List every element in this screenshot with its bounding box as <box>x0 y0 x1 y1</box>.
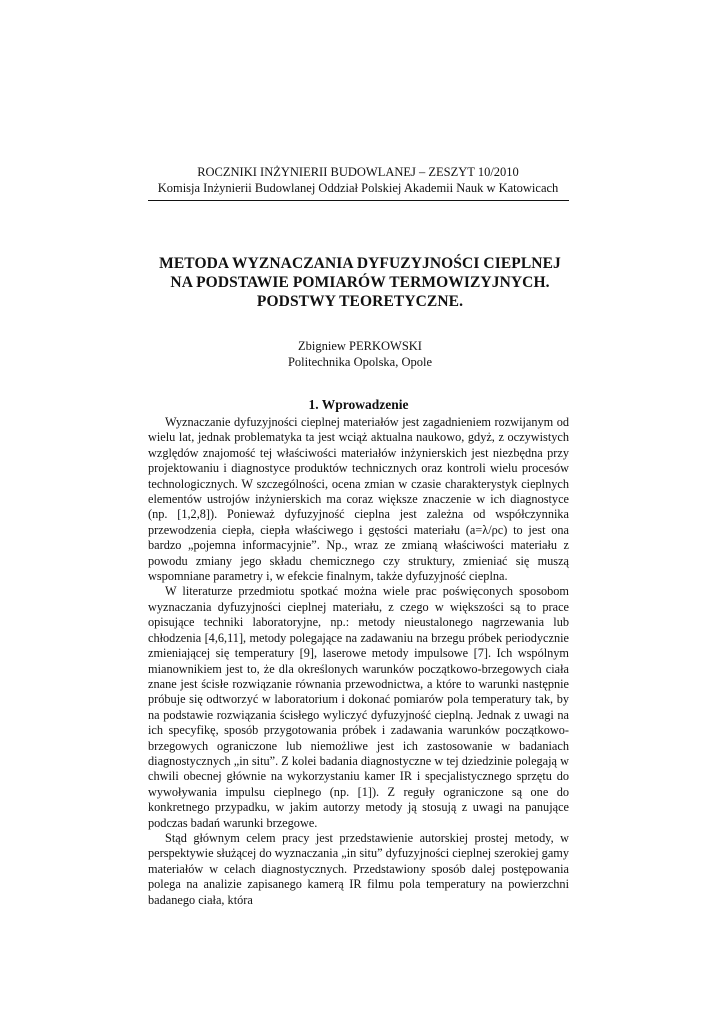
header-divider <box>148 200 569 201</box>
title-line-2: NA PODSTAWIE POMIARÓW TERMOWIZYJNYCH. <box>170 274 550 291</box>
author-block <box>210 338 510 370</box>
paragraph: Stąd głównym celem pracy jest przedstawienie autorskiej prostej metody, w perspektywie służącej do wyznaczania „in situ” dyfuzyjności cieplnej szerokiej gamy materiałów w celach diagnostycznych. Przedstawiony sposób dalej postępowania polega na analizie zapisanego kamerą IR filmu pola temperatury na powierzchni badanego ciała, która <box>148 830 570 907</box>
author-affiliation: Politechnika Opolska, Opole <box>287 355 433 369</box>
paragraph: W literaturze przedmiotu spotkać można wiele prac poświęconych sposobom wyznaczania dyfuzyjności cieplnej materiału, z czego w większości są to prace opisujące techniki laboratoryjne, np.: metody nieustalonego nagrzewania lub chłodzenia [4,6,11], metody polegające na zadawaniu na brzegu próbek periodycznie zmieniającej się temperatury [9], laserowe metody impulsowe [7]. Ich wspólnym mianownikiem jest to, że dla określonych warunków początkowo-brzegowych ciała znane jest ścisłe rozwiązanie równania przewodnictwa, a które to warunki następnie próbuje się odtworzyć w laboratorium i dokonać pomiarów pola temperatury tak, by na podstawie rozwiązania ścisłego wyliczyć dyfuzyjność cieplną. Jednak z uwagi na ich specyfikę, sposób przygotowania próbek i zadawania warunków początkowo-brzegowych ograniczone lub niemożliwe jest ich zastosowanie w badaniach diagnostycznych „in situ”. Z kolei badania diagnostyczne w tej dziedzinie polegają w chwili obecnej głównie na wykorzystaniu kamer IR i specjalistycznego sprzętu do wywoływania impulsu cieplnego (np. [1]). Z reguły ograniczone są one do konkretnego przypadku, w jakim autorzy metody ją stosują z uwagi na panujące podczas badań warunki brzegowe. <box>148 584 569 830</box>
journal-header <box>148 164 568 196</box>
journal-name: ROCZNIKI INŻYNIERII BUDOWLANEJ – ZESZYT 10/2010 <box>197 165 519 179</box>
body-text <box>148 415 569 908</box>
title-line-1: METODA WYZNACZANIA DYFUZYJNOŚCI CIEPLNEJ <box>159 255 561 272</box>
author-name: Zbigniew PERKOWSKI <box>298 339 422 353</box>
paper-title <box>110 254 610 311</box>
paragraph: Wyznaczanie dyfuzyjności cieplnej materiałów jest zagadnieniem rozwijanym od wielu lat, jednak problematyka ta jest wciąż aktualna naukowo, gdyż, z oczywistych względów znajomość tej właściwości materiałów inżynierskich jest niezbędna przy projektowaniu i diagnostyce produktów technicznych oraz kontroli wielu procesów technologicznych. W szczególności, ocena zmian w czasie charakterystyk cieplnych elementów ustrojów inżynierskich ma coraz większe znaczenie w ich diagnostyce (np. [1,2,8]). Ponieważ dyfuzyjność cieplna jest zależna od współczynnika przewodzenia ciepła, ciepła właściwego i gęstości materiału (a=λ/ρc) to jest ona bardzo „pojemna informacyjnie”. Np., wraz ze zmianą właściwości materiału z powodu zmiany jego składu chemicznego czy struktury, zmieniać się muszą wspomniane parametry i, w efekcie finalnym, także dyfuzyjność cieplna. <box>148 415 569 584</box>
section-heading: 1. Wprowadzenie <box>308 397 409 412</box>
title-line-3: PODSTWY TEORETYCZNE. <box>256 293 464 310</box>
publisher-line: Komisja Inżynierii Budowlanej Oddział Polskiej Akademii Nauk w Katowicach <box>157 181 559 195</box>
